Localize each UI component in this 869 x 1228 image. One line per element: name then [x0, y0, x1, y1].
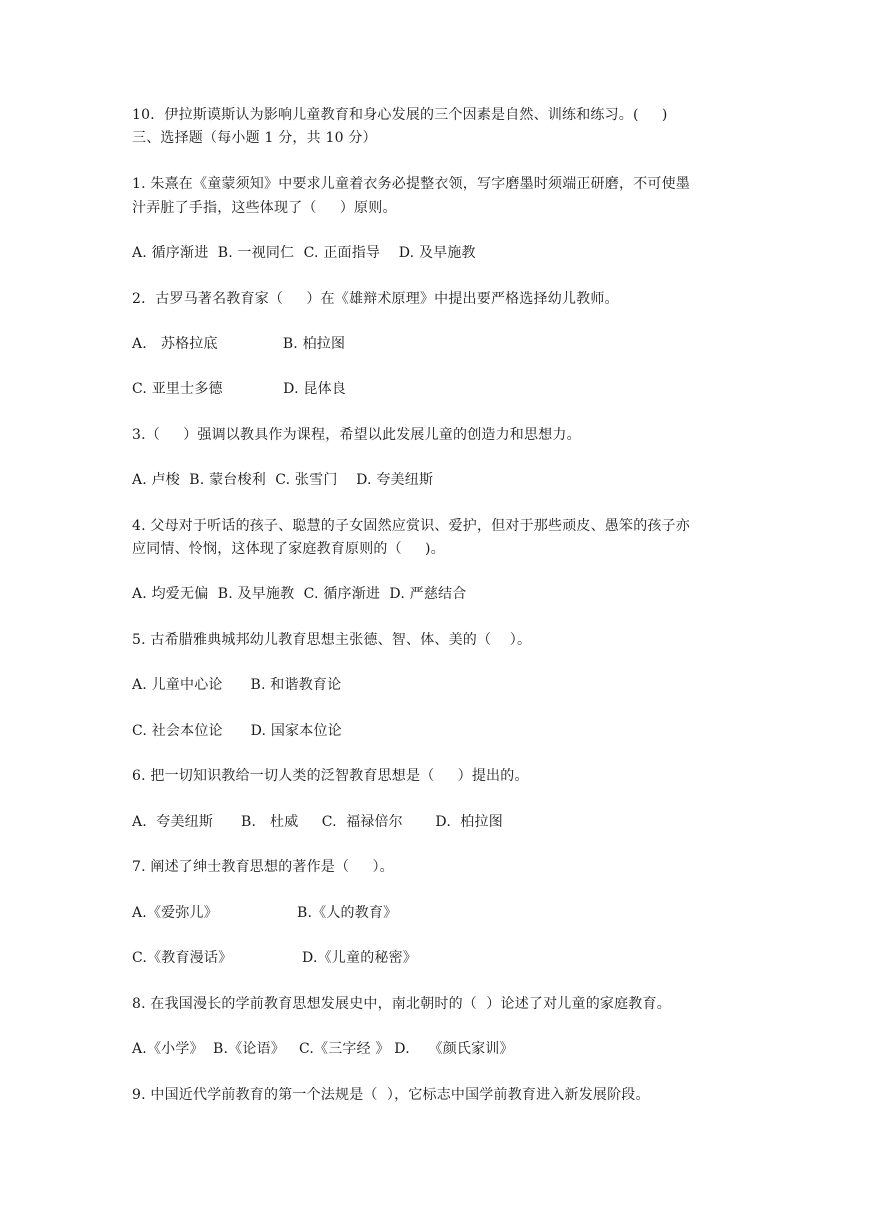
question-7-options-row-1: A.《爱弥儿》 B.《人的教育》 — [132, 905, 398, 921]
question-8-options: A.《小学》 B.《论语》 C.《三字经 》 D. 《颜氏家训》 — [132, 1041, 514, 1057]
question-1-line-1: 1. 朱熹在《童蒙须知》中要求儿童着衣务必提整衣领，写字磨墨时须端正研磨，不可使墨 — [132, 176, 691, 192]
section-heading-choice: 三、选择题（每小题 1 分，共 10 分） — [132, 130, 377, 146]
question-1-line-2: 汁弄脏了手指，这些体现了（ ）原则。 — [132, 200, 397, 216]
question-4-options: A. 均爱无偏 B. 及早施教 C. 循序渐进 D. 严慈结合 — [132, 586, 467, 602]
question-6-stem: 6. 把一切知识教给一切人类的泛智教育思想是（ ）提出的。 — [132, 768, 529, 784]
question-2-options-row-2: C. 亚里士多德 D. 昆体良 — [132, 381, 346, 397]
question-2-options-row-1: A. 苏格拉底 B. 柏拉图 — [132, 336, 346, 352]
question-5-stem: 5. 古希腊雅典城邦幼儿教育思想主张德、智、体、美的（ ）。 — [132, 632, 532, 648]
question-6-options: A. 夸美纽斯 B. 杜威 C. 福禄倍尔 D. 柏拉图 — [132, 814, 503, 830]
question-2-stem: 2．古罗马著名教育家（ ）在《雄辩术原理》中提出要严格选择幼儿教师。 — [132, 291, 619, 307]
question-7-options-row-2: C.《教育漫话》 D.《儿童的秘密》 — [132, 950, 417, 966]
question-10-statement: 10．伊拉斯谟斯认为影响儿童教育和身心发展的三个因素是自然、训练和练习。( ) — [132, 107, 668, 123]
question-5-options-row-1: A. 儿童中心论 B. 和谐教育论 — [132, 677, 342, 693]
question-1-options: A. 循序渐进 B. 一视同仁 C. 正面指导 D. 及早施教 — [132, 245, 476, 261]
question-3-stem: 3.（ ）强调以教具作为课程，希望以此发展儿童的创造力和思想力。 — [132, 427, 581, 443]
question-4-line-1: 4. 父母对于听话的孩子、聪慧的子女固然应赏识、爱护，但对于那些顽皮、愚笨的孩子亦 — [132, 518, 691, 534]
question-8-stem: 8. 在我国漫长的学前教育思想发展史中，南北朝时的（ ）论述了对儿童的家庭教育。 — [132, 996, 671, 1012]
question-3-options: A. 卢梭 B. 蒙台梭利 C. 张雪门 D. 夸美纽斯 — [132, 472, 434, 488]
question-4-line-2: 应同情、怜悯，这体现了家庭教育原则的（ )。 — [132, 541, 445, 557]
question-9-stem: 9. 中国近代学前教育的第一个法规是（ ），它标志中国学前教育进入新发展阶段。 — [132, 1087, 650, 1103]
question-5-options-row-2: C. 社会本位论 D. 国家本位论 — [132, 723, 342, 739]
question-7-stem: 7. 阐述了绅士教育思想的著作是（ ）。 — [132, 859, 394, 875]
